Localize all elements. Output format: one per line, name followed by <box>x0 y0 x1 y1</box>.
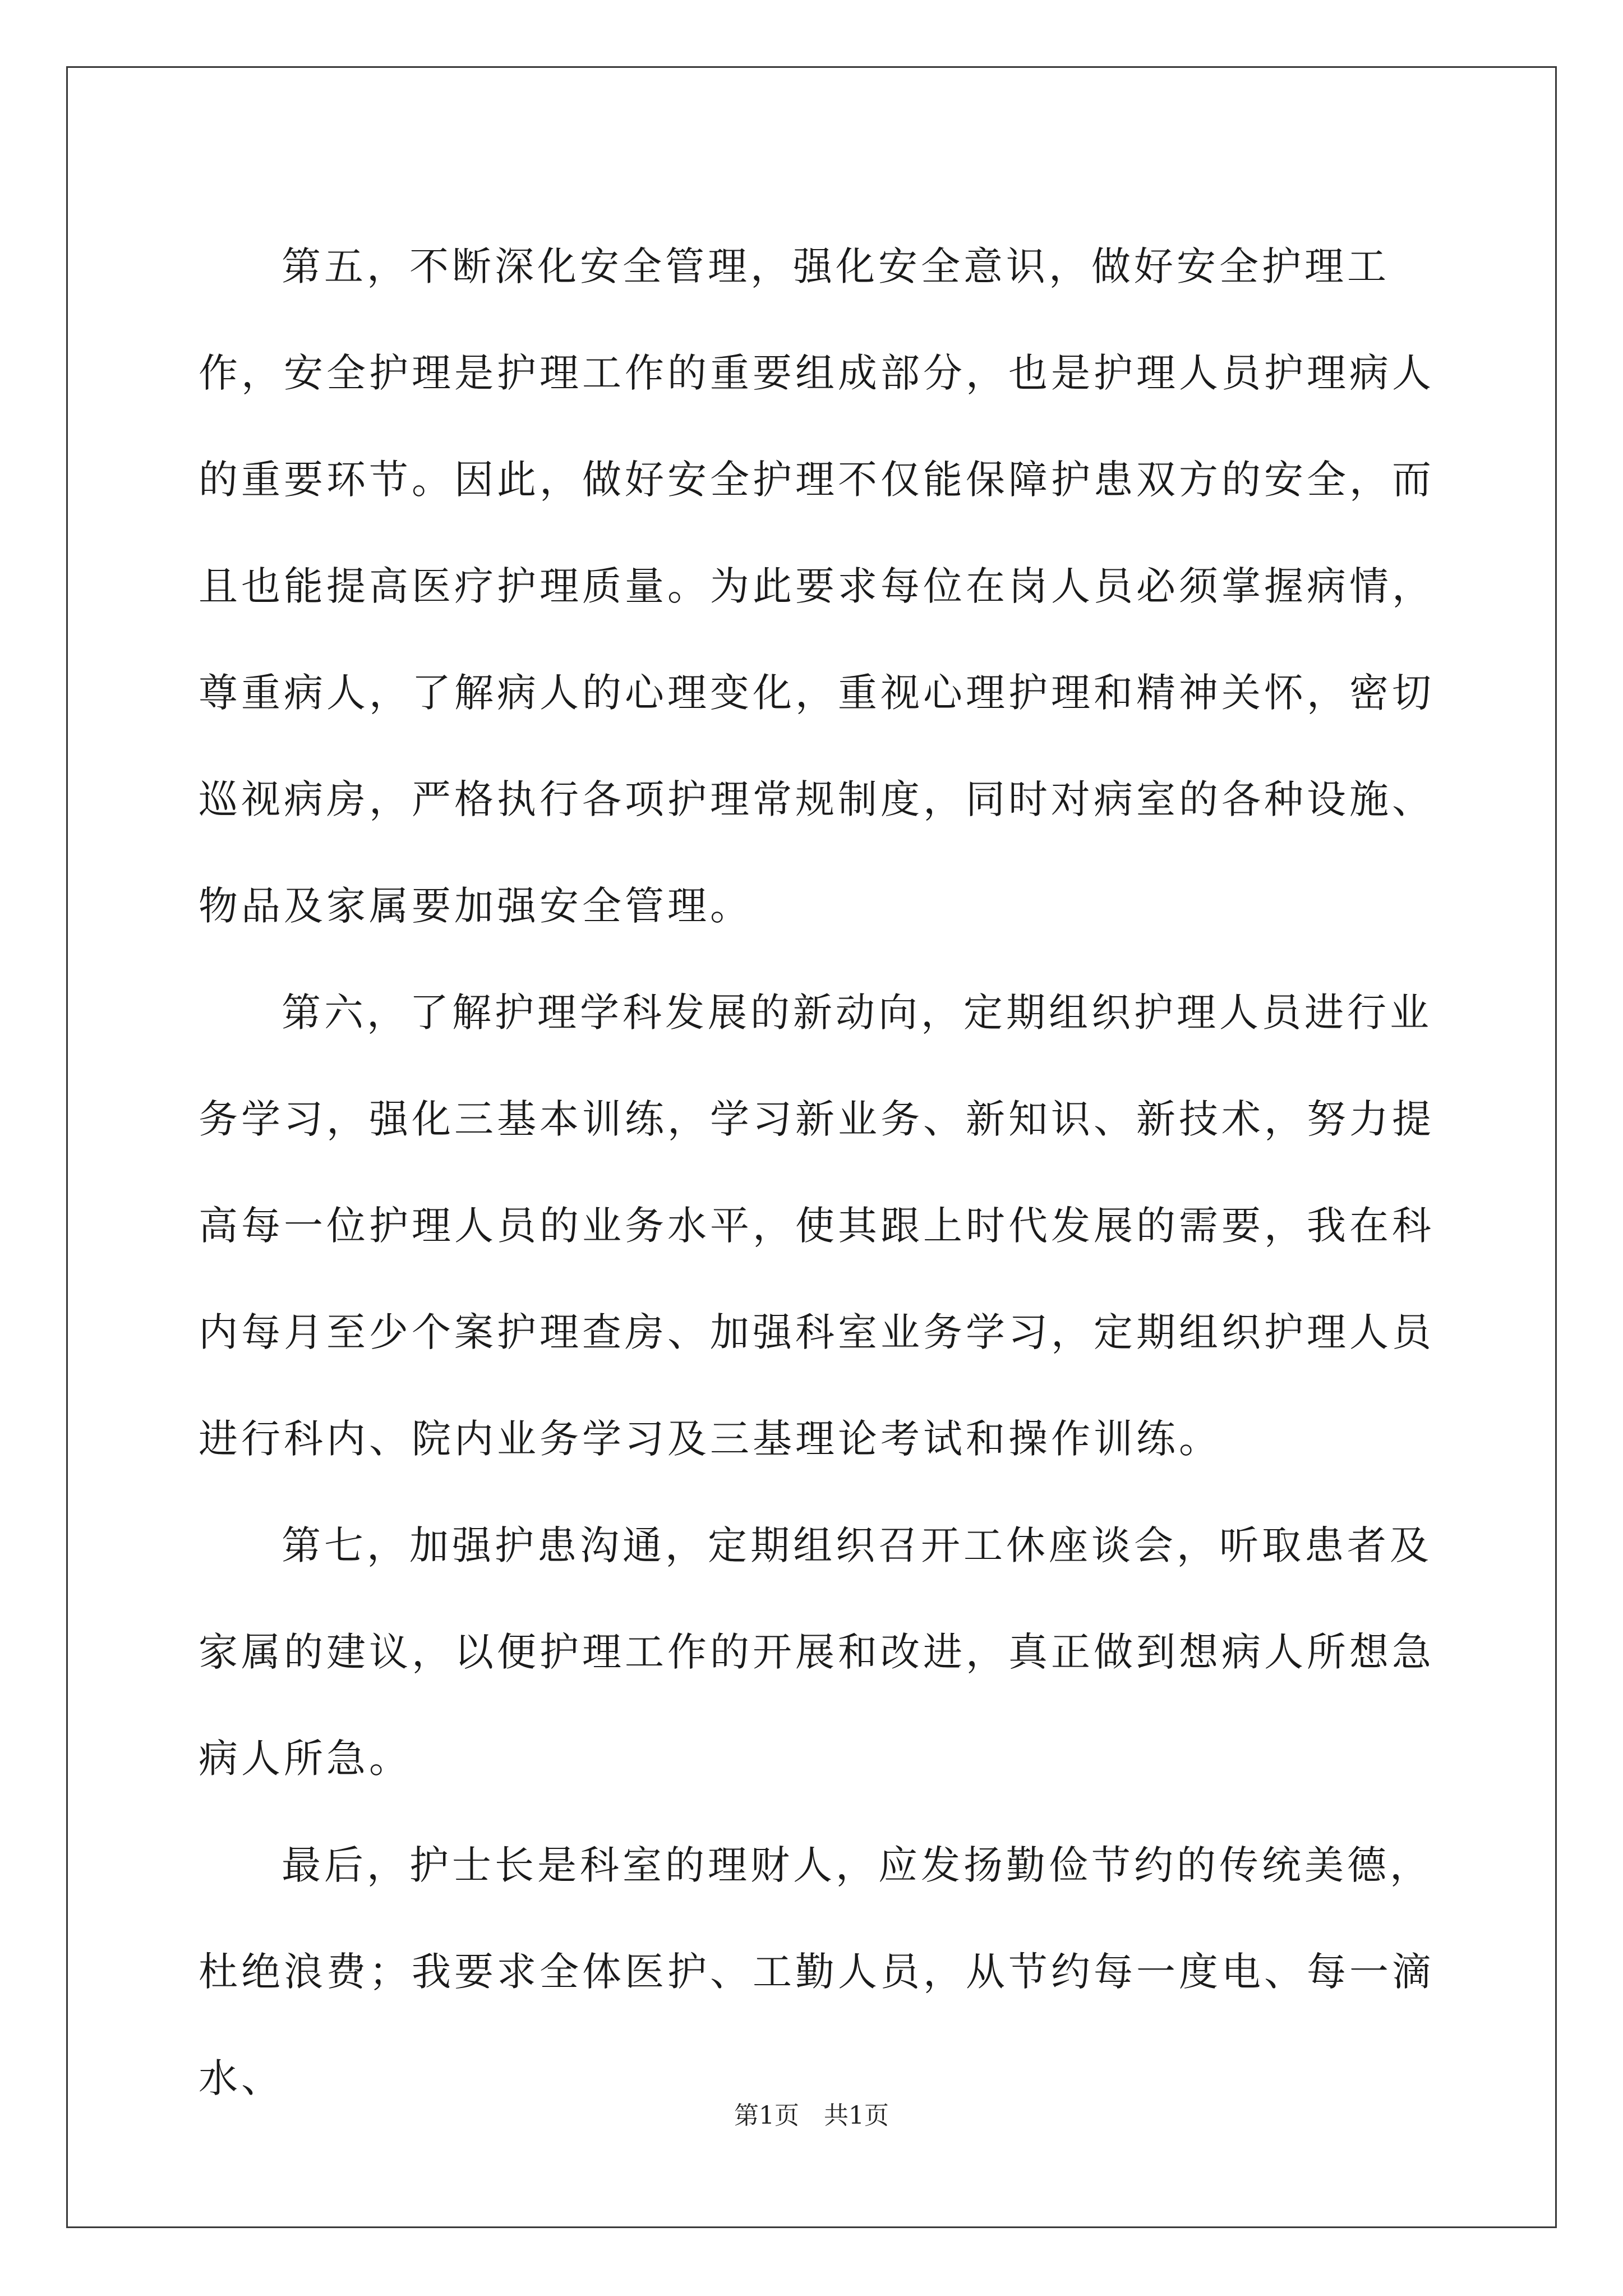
paragraph-sixth: 第六，了解护理学科发展的新动向，定期组织护理人员进行业务学习，强化三基本训练，学习新业务、新知识、新技术，努力提高每一位护理人员的业务水平，使其跟上时代发展的需要，我在科内每月至少个案护理查房、加强科室业务学习，定期组织护理人员进行科内、院内业务学习及三基理论考试和操作训练。 <box>199 990 1435 1462</box>
paragraph-final: 最后，护士长是科室的理财人，应发扬勤俭节约的传统美德，杜绝浪费；我要求全体医护、工勤人员，从节约每一度电、每一滴水、 <box>199 1842 1435 2101</box>
page-footer: 第1页 共1页 <box>734 2101 889 2130</box>
paragraph-fifth: 第五，不断深化安全管理，强化安全意识，做好安全护理工作，安全护理是护理工作的重要组成部分，也是护理人员护理病人的重要环节。因此，做好安全护理不仅能保障护患双方的安全，而且也能提高医疗护理质量。为此要求每位在岗人员必须掌握病情，尊重病人，了解病人的心理变化，重视心理护理和精神关怀，密切巡视病房，严格执行各项护理常规制度，同时对病室的各种设施、物品及家属要加强安全管理。 <box>199 243 1435 929</box>
document-body <box>199 213 1472 2132</box>
paragraph-seventh: 第七，加强护患沟通，定期组织召开工休座谈会，听取患者及家属的建议，以便护理工作的开展和改进，真正做到想病人所想急病人所急。 <box>199 1522 1435 1782</box>
